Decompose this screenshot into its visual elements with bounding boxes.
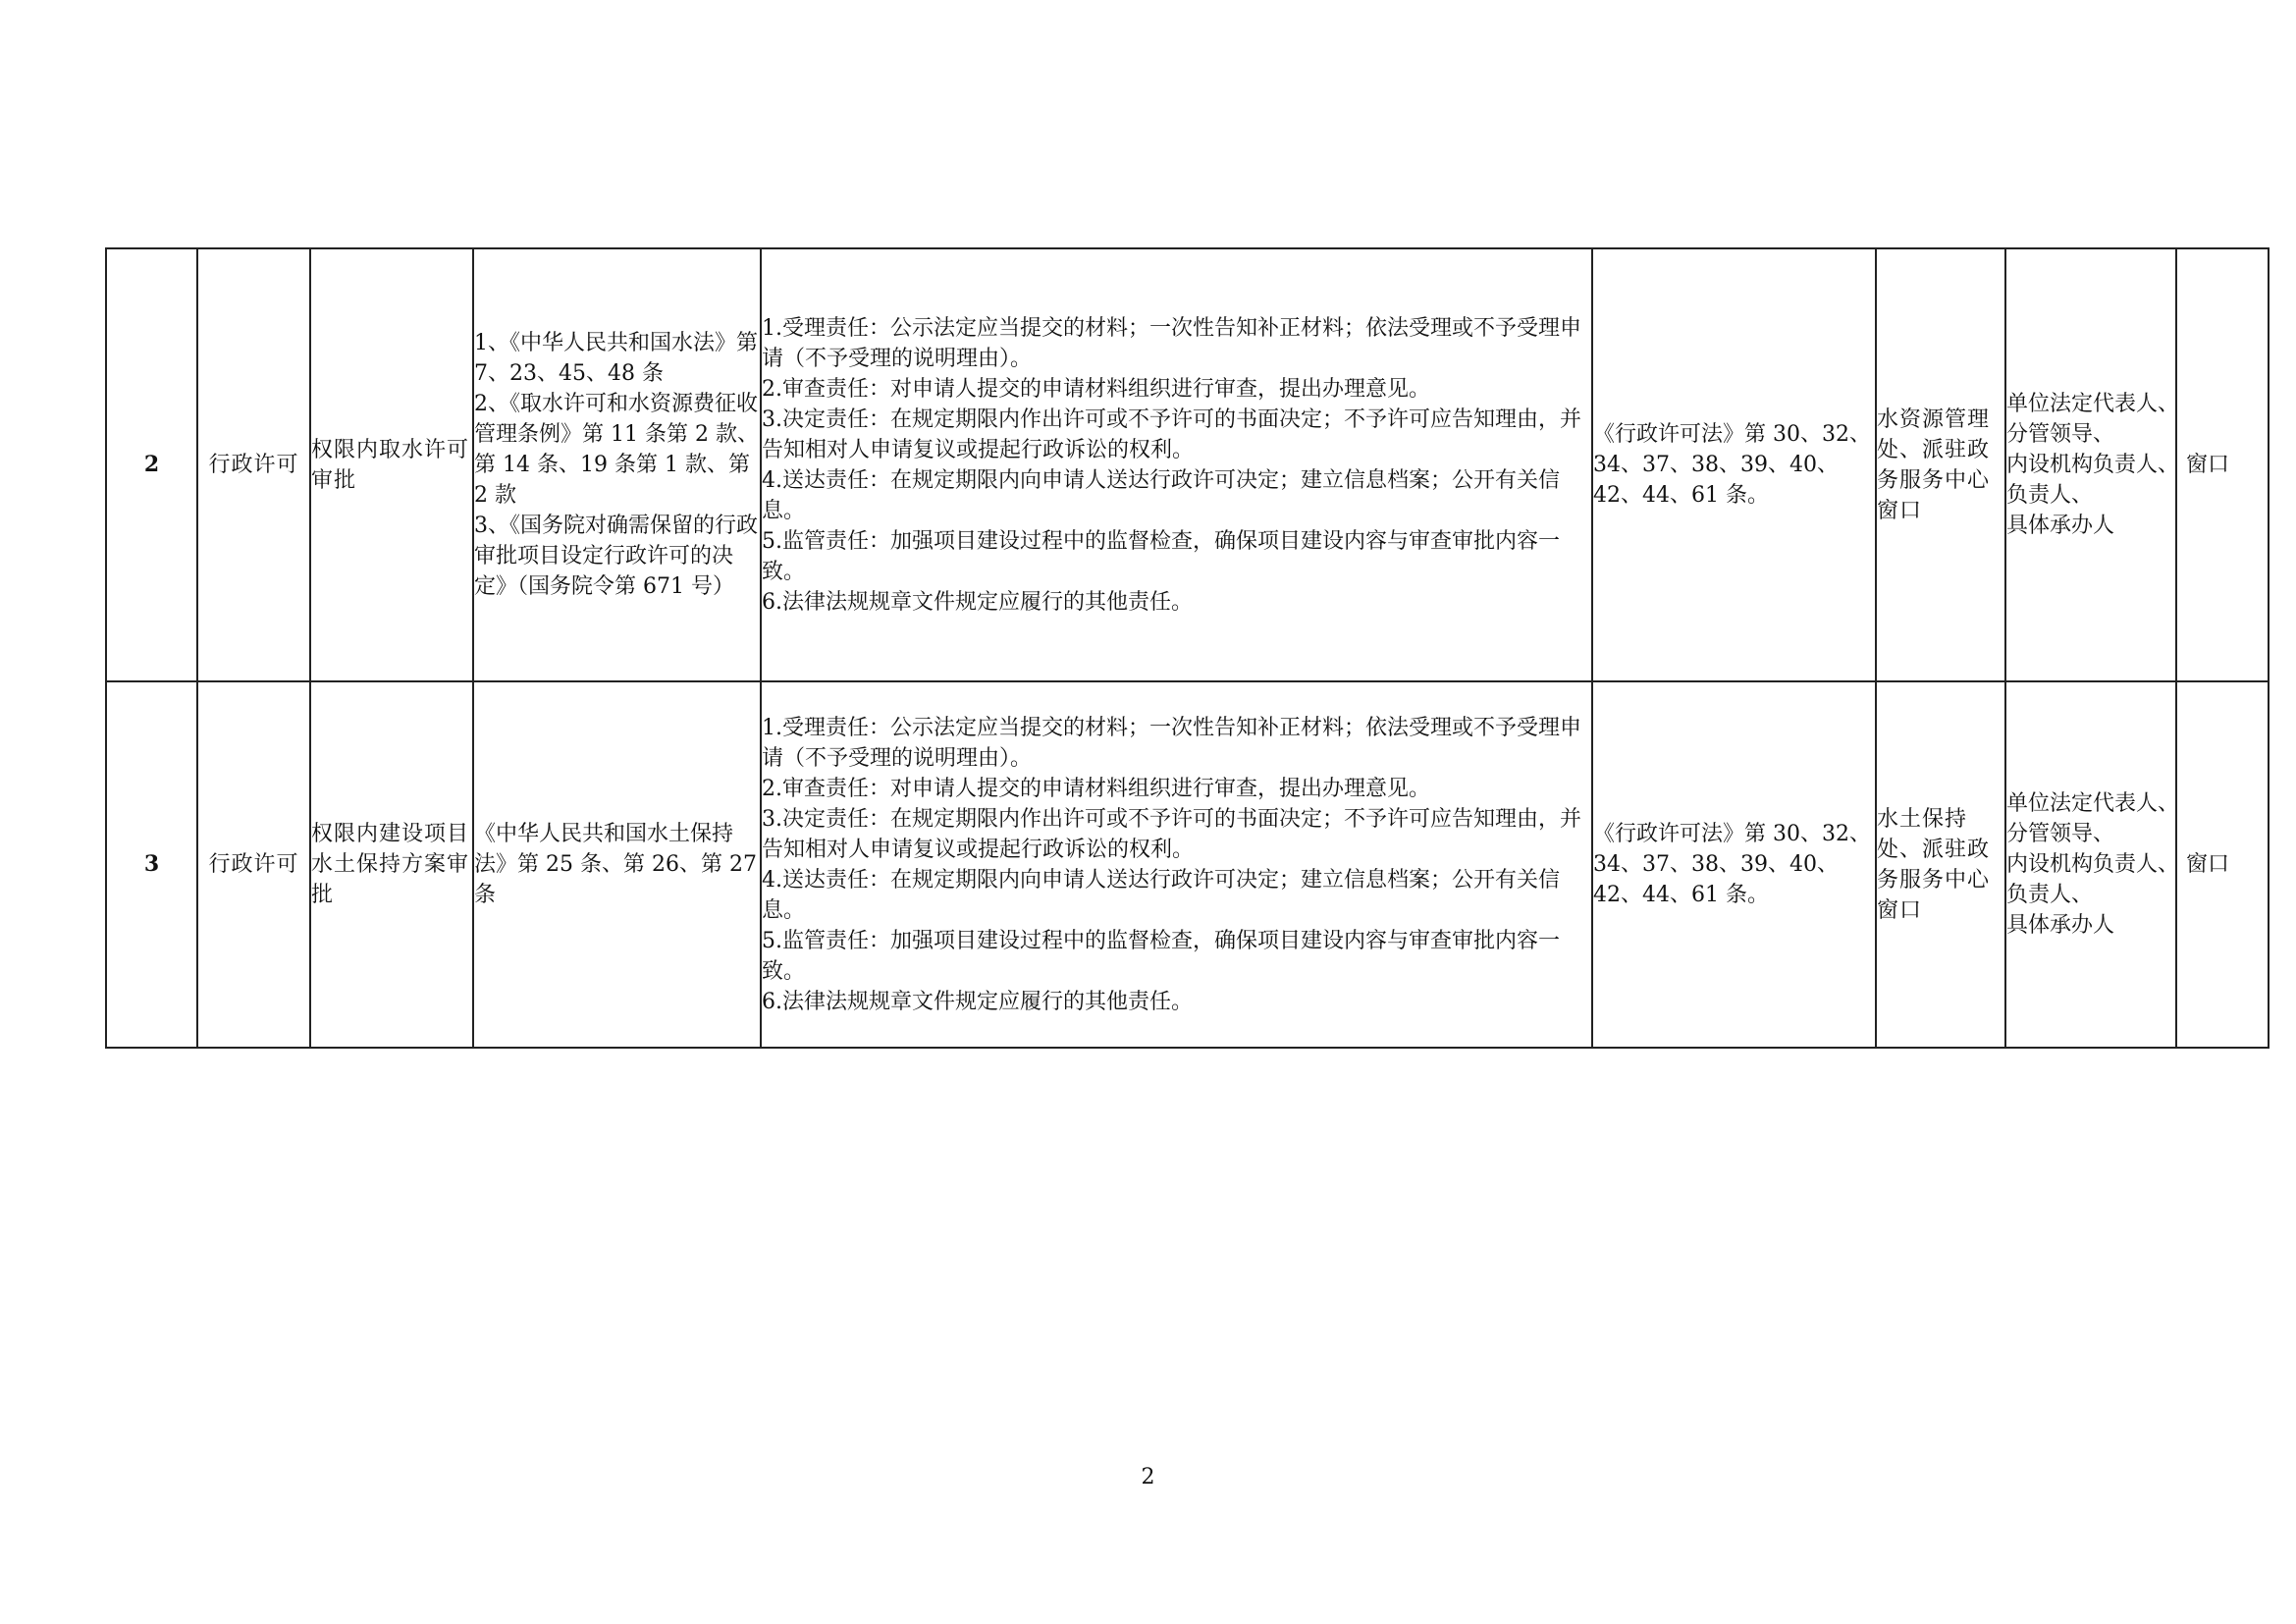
row-number: 3 bbox=[143, 851, 160, 877]
responsible-unit: 水资源管理处、派驻政务服务中心窗口 bbox=[1877, 406, 1991, 523]
responsible-person-cell bbox=[2005, 248, 2229, 681]
page-number: 2 bbox=[1141, 1465, 1155, 1489]
responsibility-item: 4.送达责任：在规定期限内向申请人送达行政许可决定；建立信息档案；公开有关信息。 bbox=[762, 867, 1560, 923]
responsible-person-line: 分管领导、 bbox=[2006, 822, 2115, 846]
responsible-person-line: 具体承办人 bbox=[2006, 514, 2115, 538]
legal-basis-cell bbox=[473, 248, 761, 681]
responsible-unit-cell bbox=[1876, 248, 2005, 681]
responsibility-item: 6.法律法规规章文件规定应履行的其他责任。 bbox=[762, 589, 1193, 615]
row-number: 2 bbox=[143, 452, 160, 477]
responsibility-item: 2.审查责任：对申请人提交的申请材料组织进行审查，提出办理意见。 bbox=[762, 776, 1430, 801]
responsible-unit: 水土保持处、派驻政务服务中心窗口 bbox=[1877, 806, 1991, 923]
responsibility-item: 4.送达责任：在规定期限内向申请人送达行政许可决定；建立信息档案；公开有关信息。 bbox=[762, 467, 1560, 523]
item-name: 权限内取水许可审批 bbox=[311, 437, 470, 493]
category-cell bbox=[197, 248, 310, 681]
responsible-person-line: 分管领导、 bbox=[2006, 422, 2115, 447]
item-name-cell bbox=[310, 681, 473, 1048]
table-row bbox=[106, 248, 2269, 681]
category-cell bbox=[197, 681, 310, 1048]
accountability-cell bbox=[1592, 248, 1876, 681]
row-number-cell bbox=[106, 248, 197, 681]
responsibility-cell bbox=[761, 248, 1592, 681]
legal-basis-item: 1、《中华人民共和国水法》第 7、23、45、48 条 bbox=[474, 331, 758, 386]
accountability-cell bbox=[1592, 681, 1876, 1048]
accountability-text: 《行政许可法》第 30、32、34、37、38、39、40、42、44、61 条。 bbox=[1593, 822, 1871, 907]
responsibility-item: 3.决定责任：在规定期限内作出许可或不予许可的书面决定；不予许可应告知理由，并告知相对人申请复议或提起行政诉讼的权利。 bbox=[762, 406, 1581, 462]
legal-basis-item: 2、《取水许可和水资源费征收管理条例》第 11 条第 2 款、第 14 条、19 条第 1 款、第 2 款 bbox=[474, 392, 759, 508]
accountability-text: 《行政许可法》第 30、32、34、37、38、39、40、42、44、61 条。 bbox=[1593, 422, 1871, 508]
category-text: 行政许可 bbox=[208, 852, 299, 877]
responsibility-item: 1.受理责任：公示法定应当提交的材料；一次性告知补正材料；依法受理或不予受理申请（不予受理的说明理由）。 bbox=[762, 315, 1581, 371]
responsible-person-line: 内设机构负责人、 窗口 bbox=[2006, 852, 2229, 877]
item-name: 权限内建设项目水土保持方案审批 bbox=[311, 822, 470, 907]
responsible-person-line: 负责人、 bbox=[2006, 883, 2094, 907]
legal-basis-item: 《中华人民共和国水土保持法》第 25 条、第 26、第 27 条 bbox=[474, 822, 757, 907]
responsibility-item: 5.监管责任：加强项目建设过程中的监督检查，确保项目建设内容与审查审批内容一致。 bbox=[762, 928, 1560, 984]
category-text: 行政许可 bbox=[208, 453, 299, 477]
responsible-person-line: 单位法定代表人、 bbox=[2006, 392, 2180, 416]
item-name-cell bbox=[310, 248, 473, 681]
responsibility-item: 5.监管责任：加强项目建设过程中的监督检查，确保项目建设内容与审查审批内容一致。 bbox=[762, 528, 1560, 584]
row-number-cell bbox=[106, 681, 197, 1048]
responsible-person-line: 内设机构负责人、 窗口 bbox=[2006, 453, 2229, 477]
responsibility-item: 1.受理责任：公示法定应当提交的材料；一次性告知补正材料；依法受理或不予受理申请（不予受理的说明理由）。 bbox=[762, 715, 1581, 771]
responsible-unit-cell bbox=[1876, 681, 2005, 1048]
responsibility-item: 6.法律法规规章文件规定应履行的其他责任。 bbox=[762, 989, 1193, 1014]
responsible-person-line: 单位法定代表人、 bbox=[2006, 791, 2180, 816]
responsibility-table bbox=[105, 247, 2269, 1049]
table-body bbox=[106, 248, 2269, 1048]
responsibility-item: 3.决定责任：在规定期限内作出许可或不予许可的书面决定；不予许可应告知理由，并告知相对人申请复议或提起行政诉讼的权利。 bbox=[762, 806, 1581, 862]
responsibility-item: 2.审查责任：对申请人提交的申请材料组织进行审查，提出办理意见。 bbox=[762, 376, 1430, 402]
responsible-person-line: 负责人、 bbox=[2006, 483, 2094, 508]
legal-basis-cell bbox=[473, 681, 761, 1048]
responsible-person-line: 具体承办人 bbox=[2006, 913, 2115, 938]
legal-basis-item: 3、《国务院对确需保留的行政审批项目设定行政许可的决定》（国务院令第 671 号） bbox=[474, 514, 758, 599]
responsibility-cell bbox=[761, 681, 1592, 1048]
responsible-person-cell bbox=[2005, 681, 2229, 1048]
table-row bbox=[106, 681, 2269, 1048]
